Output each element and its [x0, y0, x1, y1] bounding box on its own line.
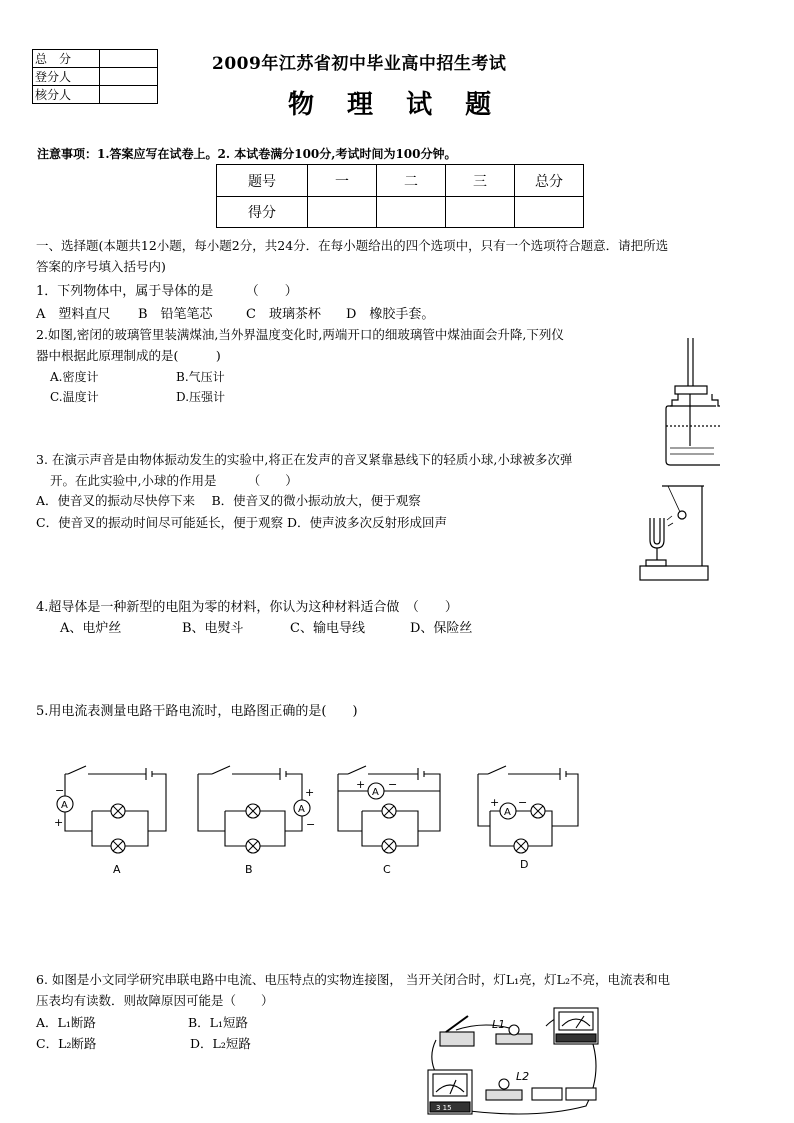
score-cell — [446, 197, 515, 228]
meter-scale: 3 15 — [436, 1104, 452, 1112]
score-cell — [515, 197, 584, 228]
q4-stem: 4.超导体是一种新型的电阻为零的材料，你认为这种材料适合做 （ ） — [36, 600, 458, 615]
score-cell — [308, 197, 377, 228]
q6-circuit-figure — [416, 1000, 612, 1122]
score-cell — [377, 197, 446, 228]
q6-stem: 压表均有读数．则故障原因可能是（ ） — [36, 993, 274, 1008]
grader-cell — [100, 86, 158, 104]
lamp-l2-label: L2 — [516, 1070, 530, 1083]
svg-text:A: A — [61, 800, 68, 811]
svg-text:−: − — [388, 778, 398, 791]
grader-label: 登分人 — [33, 68, 100, 86]
q5-stem: 5.用电流表测量电路干路电流时，电路图正确的是( ) — [36, 704, 358, 719]
score-value-row — [217, 197, 584, 228]
svg-text:A: A — [372, 787, 379, 798]
q4-option-b: B、电熨斗 — [182, 621, 244, 636]
q6-option-b: B．L₁短路 — [188, 1015, 248, 1030]
grader-row — [33, 86, 158, 104]
q3-options: A．使音叉的振动尽快停下来 B．使音叉的微小振动放大，便于观察 — [36, 493, 421, 508]
q2-stem: 器中根据此原理制成的是( ) — [36, 348, 221, 363]
subject-title: 物 理 试 题 — [288, 90, 504, 120]
q1-option-a: A 塑料直尺 — [36, 307, 111, 322]
svg-text:+: + — [490, 796, 500, 809]
section1-intro: 一、选择题(本题共12小题，每小题2分，共24分．在每小题给出的四个选项中，只有一个选项符合题意．请把所选 — [36, 238, 669, 253]
grader-row — [33, 50, 158, 68]
circuit-label-c: C — [383, 863, 391, 876]
q4-option-a: A、电炉丝 — [60, 621, 122, 636]
battery-icon — [566, 1088, 596, 1100]
q3-stem: 开。在此实验中,小球的作用是 （ ） — [50, 473, 298, 488]
svg-text:+: + — [305, 786, 315, 799]
circuit-d — [478, 766, 578, 871]
score-cell: 二 — [377, 165, 446, 197]
svg-text:A: A — [298, 804, 305, 815]
q2-stem: 2.如图,密闭的玻璃管里装满煤油,当外界温度变化时,两端开口的细玻璃管中煤油面会升降,下列仪 — [36, 327, 564, 342]
circuit-a — [54, 766, 166, 876]
q1-option-b: B 铅笔笔芯 — [138, 307, 213, 322]
lamp-l2-icon — [486, 1090, 522, 1100]
q5-circuit-diagrams — [40, 756, 600, 880]
q4-option-d: D、保险丝 — [410, 621, 473, 636]
score-table — [216, 164, 584, 228]
q6-option-d: D．L₂短路 — [190, 1036, 251, 1051]
notice: 注意事项：1.答案应写在试卷上。2. 本试卷满分100分,考试时间为100分钟。 — [37, 147, 457, 161]
q6-stem: 6. 如图是小文同学研究串联电路中电流、电压特点的实物连接图， 当开关闭合时，灯L₁亮，灯L₂不亮，电流表和电 — [36, 972, 670, 987]
q3-options: C．使音叉的振动时间尽可能延长，便于观察 D．使声波多次反射形成回声 — [36, 515, 448, 530]
circuit-label-b: B — [245, 863, 253, 876]
svg-text:+: + — [54, 816, 64, 829]
circuit-c — [338, 766, 440, 876]
q2-option-d: D.压强计 — [176, 390, 226, 404]
grader-table — [32, 49, 158, 104]
svg-text:−: − — [306, 818, 316, 831]
q2-option-a: A.密度计 — [50, 370, 99, 384]
q2-option-b: B.气压计 — [176, 370, 225, 384]
score-cell: 题号 — [217, 165, 308, 197]
q1-option-d: D 橡胶手套。 — [346, 307, 435, 322]
q4-option-c: C、输电导线 — [290, 621, 365, 636]
grader-row — [33, 68, 158, 86]
score-cell: 总分 — [515, 165, 584, 197]
score-header-row — [217, 165, 584, 197]
grader-label: 总 分 — [33, 50, 100, 68]
q1-stem: 1．下列物体中，属于导体的是 （ ） — [36, 284, 298, 299]
circuit-b — [198, 766, 315, 876]
circuit-label-d: D — [520, 858, 529, 871]
score-cell: 三 — [446, 165, 515, 197]
section1-intro: 答案的序号填入括号内) — [36, 259, 166, 274]
svg-text:−: − — [518, 796, 528, 809]
grader-cell — [100, 68, 158, 86]
exam-title: 2009年江苏省初中毕业高中招生考试 — [212, 54, 507, 74]
lamp-l1-label: L1 — [492, 1018, 506, 1031]
score-cell: 一 — [308, 165, 377, 197]
bottle-thermometer-figure — [640, 336, 720, 468]
grader-cell — [100, 50, 158, 68]
circuit-label-a: A — [113, 863, 121, 876]
tuning-fork-figure — [634, 478, 714, 582]
grader-label: 核分人 — [33, 86, 100, 104]
q6-option-a: A．L₁断路 — [36, 1015, 96, 1030]
svg-text:+: + — [356, 778, 366, 791]
q1-option-c: C 玻璃茶杯 — [246, 307, 321, 322]
score-cell: 得分 — [217, 197, 308, 228]
q2-option-c: C.温度计 — [50, 390, 99, 404]
svg-text:A: A — [504, 807, 511, 818]
svg-text:−: − — [55, 784, 65, 797]
q3-stem: 3. 在演示声音是由物体振动发生的实验中,将正在发声的音叉紧靠悬线下的轻质小球,小球被多次弹 — [36, 452, 573, 467]
battery-icon — [532, 1088, 562, 1100]
switch-icon — [440, 1032, 474, 1046]
q6-option-c: C．L₂断路 — [36, 1036, 97, 1051]
